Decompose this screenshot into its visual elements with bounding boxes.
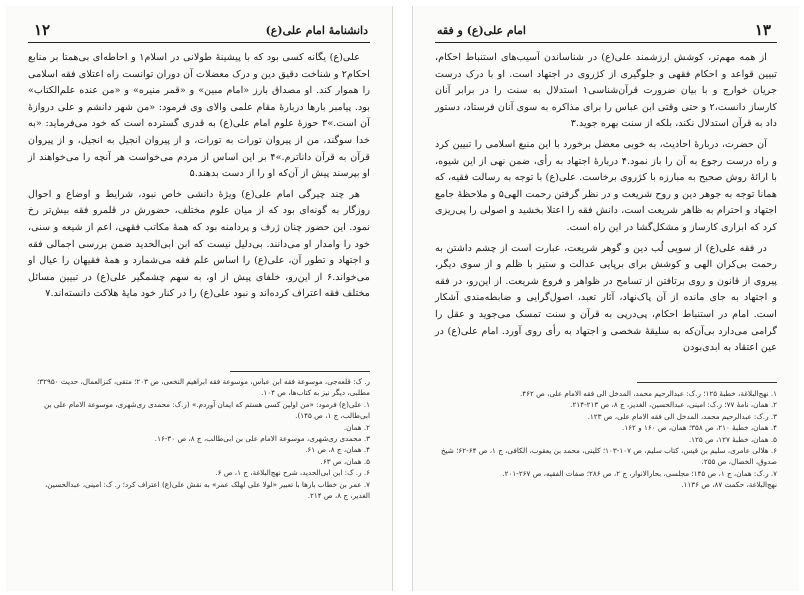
- right-running-title: امام علی(ع) و فقه: [437, 24, 526, 37]
- left-footnotes: [28, 376, 370, 501]
- right-footnotes: [435, 388, 777, 491]
- footnote-divider: [637, 382, 777, 383]
- paragraph: در فقه علی(ع) از سویی لُب دین و گوهر شریعت، عبارت است از چشم داشتن به رحمت بی‌کران الهی و کوشش برای برپایی عدالت و ستیز با ظلم و از سوی دیگر، پیروی از قانون و روی برتافتن از تسامح در ظواهر و فروع شریعت. از این‌رو، در فقه و اجتهاد به جای مانده از آن پاک‌نهاد، آثار تعبد، اصول‌گرایی و ضابطه‌مندی آشکار است. امام در استنباط احکام، پی‌درپی به قرآن و سنت تمسک می‌جوید و عقل را گرامی می‌دارد بی‌آن‌که به سلیقهٔ شخصی و اجتهاد به رأی روی آورد. امام علی(ع) در عین اعتقاد به ابدی‌بودن: [435, 242, 777, 354]
- right-body-text: [435, 50, 777, 361]
- right-page-header: [435, 20, 777, 43]
- paragraph: از همه مهم‌تر، کوشش ارزشمند علی(ع) در شناساندن آسیب‌های استنباط احکام، تبیین قواعد و احکام فقهی و جلوگیری از کژروی در اجتهاد است. او با درک درست جریان خوارج و با بیان ضرورت قرآن‌شناسی۱ استدلال به سنت را در برابر آنان کارساز دانست،۲ و حتی وقتی ابن عباس را برای مذاکره به سوی آنان فرستاد، دستور داد به قرآن استدلال نکند، بلکه از سنت بهره جوید.۳: [435, 52, 777, 130]
- right-page: [412, 6, 799, 591]
- footnote: ۴. همان، ج ۸، ص ۶۱.: [305, 445, 370, 455]
- paragraph: آن حضرت، دربارهٔ احادیث، به خوبی معضل برخورد با این منبع اسلامی را تبیین کرد و راه درست رجوع به آن را باز نمود.۴ دربارهٔ اجتهاد به رأی، ضمن نهی از این شیوه، با ارائهٔ روش صحیح به مبارزه با کژروی برخاست. علی(ع) با توجه به رسالت فقیه، که همانا توجه به جوهر دین و روح شریعت و در نظر گرفتن رحمت الهی۵ و ملاحظهٔ جامع اجتهاد و احترام به ظاهر شریعت است، دانش فقه را اعتلا بخشید و اصولی را پی‌ریزی کرد که ابزاری کارساز و مشکل‌گشا در این راه است.: [435, 138, 777, 233]
- footnote: نهج‌البلاغة، حکمت ۸۷، ص ۱۱۳۶.: [681, 480, 777, 490]
- footnote: ۵. همان، خطبهٔ ۱۲۷، ص ۱۲۵.: [688, 434, 777, 444]
- right-page-number: ۱۳: [754, 21, 771, 39]
- footnote-divider: [230, 371, 370, 372]
- left-running-title: دانشنامهٔ امام علی(ع): [265, 24, 368, 37]
- footnote: ۴. همان، خطبهٔ ۲۱۰، ص ۳۵۸؛ همان، ص ۱۶۰ و ۱۶۲.: [622, 423, 777, 433]
- footnote: ۶. هلالی عامری، سلیم بن قیس، کتاب سلیم، ص ۱۰۷-۱۰۳؛ کلینی، محمد بن یعقوب، الکافی، ج ۱، ص ۶۴-۶۲؛ شیخ صدوق، الخصال، ص ۲۵۵.: [440, 446, 777, 467]
- footnote: ۲. همان.: [343, 422, 370, 432]
- footnote: ر. ک: قلعه‌جی، موسوعة فقه ابن عباس، موسوعة فقه ابراهیم النخعی، ص ۲۰۳؛ متقی، کنزالعمال، حدیث ۳۲۹۵۰؛ مطلبی، دیگر نیز به کتاب‌ها، ص ۱۰۴.: [37, 377, 370, 398]
- paragraph: هر چند چیرگی امام علی(ع) ویژهٔ دانشی خاص نبود، شرایط و اوضاع و احوال روزگار به گونه‌ای بود که از میان علوم مختلف، حضورش در قلمرو فقه بیش‌تر رخ نمود. این حضور چنان ژرف و پردامنه بود که همهٔ مکاتب فقهی، اعم از شیعه و سنی، خود را وامدار او می‌دانند. بی‌دلیل نیست که ابن ابی‌الحدید ضمن بررسی اجمالی فقه و اجتهاد و تطور آن، علی(ع) را اساس علم فقه می‌شمارد و همهٔ فقیهان را عیال او می‌خواند.۶ از این‌رو، خلفای پیش از او، به سهم چشمگیر علی(ع) در تبیین مسائل مختلف فقه اعتراف کرده‌اند و نبود علی(ع) را در کنار خود مایهٔ هلاکت دانسته‌اند.۷: [28, 188, 370, 300]
- footnote: ۵. همان، ص ۶۳.: [320, 456, 370, 466]
- footnote: ۷. ر.ک: همان، ج ۱، ص ۱۴۵؛ مجلسی، بحارالانوار، ج ۲، ص ۲۸۶؛ صفات الفقیه، ص ۲۶۷-۲۰۱.: [502, 468, 777, 478]
- left-page-header: [28, 20, 370, 43]
- footnote: ۳. محمدی ری‌شهری، موسوعة الامام علی بن ابی‌طالب، ج ۸، ص ۳۰-۱۶.: [154, 434, 370, 444]
- left-page: [6, 6, 393, 591]
- footnote: ۱. نهج‌البلاغة، خطبهٔ ۱۲۵؛ ر.ک: عبدالرحیم محمد، المدخل الی فقه الامام علی، ص ۴۶۲.: [519, 389, 777, 398]
- footnote: ۱. علی(ع) فرمود: «من اولین کسی هستم که ایمان آوردم.» (ر.ک: محمدی ری‌شهری، موسوعة الامام علی بن ابی‌طالب، ج ۱، ص ۱۴۵).: [44, 399, 370, 421]
- footnote: ۶. ر. ک: ابن ابی‌الحدید، شرح نهج‌البلاغة، ج ۱، ص ۶.: [215, 468, 370, 478]
- left-body-text: [28, 50, 370, 307]
- left-page-number: ۱۲: [34, 21, 51, 39]
- footnote: ۲. همان، نامهٔ ۷۷؛ ر.ک: امینی، عبدالحسین، الغدیر، ج ۸، ص ۲۱۳-۲۱۴.: [570, 400, 777, 410]
- footnote: ۷. عمر بن خطاب بارها با تعبیر «لولا علی لهلک عمر» به نقش علی(ع) اعتراف کرد؛ ر. ک: امینی، عبدالحسین، الغدیر، ج ۸، ص ۲۱۴.: [44, 479, 370, 501]
- footnote: ۳. ر.ک: عبدالرحیم محمد، المدخل الی فقه الامام علی، ص ۱۲۳.: [587, 411, 777, 421]
- paragraph: علی(ع) یگانه کسی بود که با پیشینهٔ طولانی در اسلام۱ و احاطه‌ای بی‌همتا بر منابع احکام۲ و شناخت دقیق دین و درک معضلات آن دوران توانست راه اعتلای فقه اسلامی را هموار کند. او مصداق بارز «امام مبین» و «قمر منیره» و «من عنده علم‌الکتاب» بود. پیامبر بارها دربارهٔ مقام علمی والای وی فرمود: «من شهر دانشم و علی دروازهٔ آن است.»۳ حوزهٔ علوم امام علی(ع) به قدری گسترده است که خود می‌فرماید: «به خدا سوگند، من از پیروان تورات به تورات، و از پیروان انجیل به انجیل، و از پیروان قرآن به قرآن داناترم.»۴ بر این اساس از مردم می‌خواست هر آنچه را می‌خواهند از او بپرسند پیش از آن‌که او را از دست بدهند.۵: [28, 52, 370, 180]
